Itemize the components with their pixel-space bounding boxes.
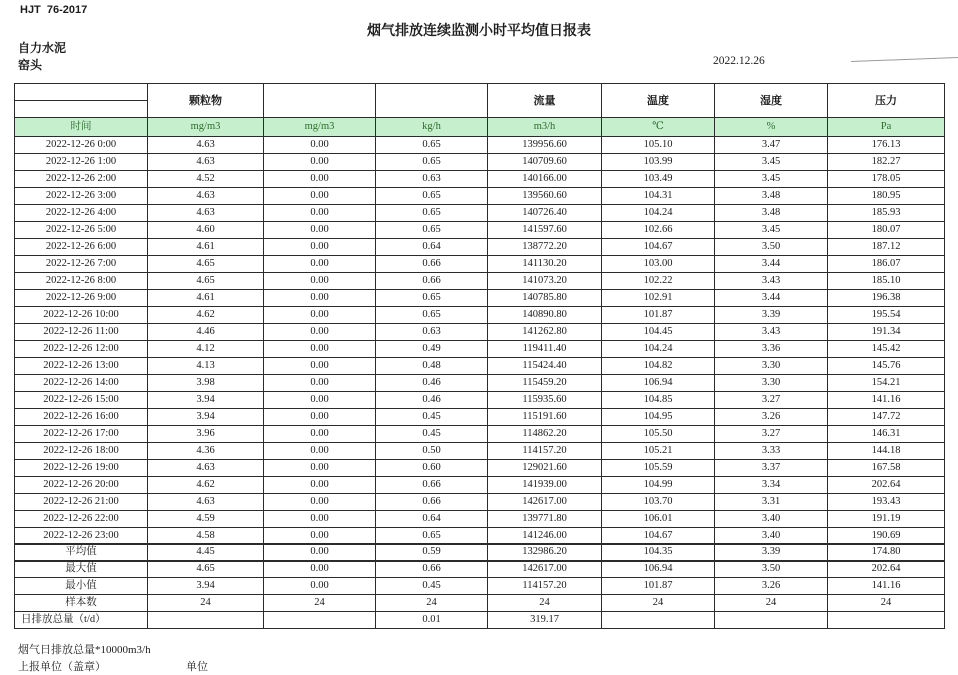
value-cell: 4.63 [148, 154, 264, 171]
value-cell: 0.00 [264, 511, 376, 528]
summary-value-cell: 0.45 [376, 578, 488, 595]
value-cell: 4.65 [148, 273, 264, 290]
value-cell: 3.43 [715, 324, 828, 341]
value-cell: 106.01 [602, 511, 715, 528]
units-row [15, 118, 945, 137]
value-cell: 105.10 [602, 137, 715, 154]
time-cell: 2022-12-26 15:00 [15, 392, 148, 409]
unit-m3-h: m3/h [488, 118, 602, 137]
value-cell: 138772.20 [488, 239, 602, 256]
value-cell: 0.00 [264, 256, 376, 273]
value-cell: 4.59 [148, 511, 264, 528]
value-cell: 3.36 [715, 341, 828, 358]
value-cell: 195.54 [828, 307, 945, 324]
value-cell: 3.47 [715, 137, 828, 154]
value-cell: 0.00 [264, 358, 376, 375]
value-cell: 3.27 [715, 392, 828, 409]
value-cell: 146.31 [828, 426, 945, 443]
value-cell: 4.62 [148, 307, 264, 324]
summary-value-cell: 141.16 [828, 578, 945, 595]
value-cell: 0.00 [264, 477, 376, 494]
value-cell: 0.00 [264, 409, 376, 426]
value-cell: 101.87 [602, 307, 715, 324]
time-cell: 2022-12-26 2:00 [15, 171, 148, 188]
value-cell: 3.98 [148, 375, 264, 392]
table-row [15, 222, 945, 239]
value-cell: 4.63 [148, 137, 264, 154]
col-header-humidity: 湿度 [715, 84, 828, 118]
value-cell: 139560.60 [488, 188, 602, 205]
value-cell: 154.21 [828, 375, 945, 392]
value-cell: 191.19 [828, 511, 945, 528]
summary-value-cell: 0.01 [376, 612, 488, 629]
table-row [15, 460, 945, 477]
time-cell: 2022-12-26 20:00 [15, 477, 148, 494]
value-cell: 0.00 [264, 171, 376, 188]
value-cell: 0.00 [264, 137, 376, 154]
value-cell: 178.05 [828, 171, 945, 188]
value-cell: 119411.40 [488, 341, 602, 358]
value-cell: 139956.60 [488, 137, 602, 154]
value-cell: 103.99 [602, 154, 715, 171]
unit-celsius: ℃ [602, 118, 715, 137]
value-cell: 141939.00 [488, 477, 602, 494]
time-cell: 2022-12-26 12:00 [15, 341, 148, 358]
time-cell: 2022-12-26 1:00 [15, 154, 148, 171]
value-cell: 104.67 [602, 239, 715, 256]
value-cell: 104.45 [602, 324, 715, 341]
value-cell: 0.64 [376, 511, 488, 528]
summary-row [15, 595, 945, 612]
value-cell: 0.00 [264, 222, 376, 239]
table-row [15, 392, 945, 409]
summary-value-cell: 106.94 [602, 561, 715, 578]
value-cell: 104.24 [602, 205, 715, 222]
value-cell: 3.31 [715, 494, 828, 511]
value-cell: 4.65 [148, 256, 264, 273]
value-cell: 0.65 [376, 154, 488, 171]
summary-value-cell: 0.00 [264, 561, 376, 578]
value-cell: 0.00 [264, 273, 376, 290]
unit-pa: Pa [828, 118, 945, 137]
value-cell: 0.64 [376, 239, 488, 256]
unit-percent: % [715, 118, 828, 137]
value-cell: 4.52 [148, 171, 264, 188]
value-cell: 3.37 [715, 460, 828, 477]
value-cell: 4.12 [148, 341, 264, 358]
table-row [15, 358, 945, 375]
table-row [15, 409, 945, 426]
standard-code: HJT 76-2017 [20, 4, 88, 16]
value-cell: 3.43 [715, 273, 828, 290]
col-header-particulate: 颗粒物 [148, 84, 264, 118]
value-cell: 141246.00 [488, 528, 602, 545]
reporting-unit-label: 上报单位（盖章） [18, 661, 106, 673]
value-cell: 104.67 [602, 528, 715, 545]
value-cell: 141262.80 [488, 324, 602, 341]
summary-value-cell: 3.94 [148, 578, 264, 595]
report-date: 2022.12.26 [713, 55, 765, 67]
value-cell: 0.65 [376, 307, 488, 324]
value-cell: 0.65 [376, 528, 488, 545]
value-cell: 4.58 [148, 528, 264, 545]
value-cell: 202.64 [828, 477, 945, 494]
value-cell: 3.45 [715, 154, 828, 171]
time-cell: 2022-12-26 13:00 [15, 358, 148, 375]
time-cell: 2022-12-26 21:00 [15, 494, 148, 511]
value-cell: 0.46 [376, 375, 488, 392]
value-cell: 104.85 [602, 392, 715, 409]
value-cell: 3.27 [715, 426, 828, 443]
value-cell: 3.94 [148, 409, 264, 426]
value-cell: 142617.00 [488, 494, 602, 511]
summary-value-cell: 24 [715, 595, 828, 612]
value-cell: 0.63 [376, 324, 488, 341]
value-cell: 141.16 [828, 392, 945, 409]
col-header-blank-2 [376, 84, 488, 118]
table-row [15, 137, 945, 154]
col-header-pressure: 压力 [828, 84, 945, 118]
value-cell: 140785.80 [488, 290, 602, 307]
summary-value-cell [264, 612, 376, 629]
value-cell: 3.45 [715, 171, 828, 188]
time-cell: 2022-12-26 4:00 [15, 205, 148, 222]
summary-value-cell: 4.65 [148, 561, 264, 578]
time-header-blank-top [15, 84, 148, 101]
table-row [15, 273, 945, 290]
value-cell: 0.66 [376, 256, 488, 273]
time-cell: 2022-12-26 10:00 [15, 307, 148, 324]
table-row [15, 188, 945, 205]
value-cell: 0.00 [264, 307, 376, 324]
table-row [15, 171, 945, 188]
summary-value-cell: 24 [488, 595, 602, 612]
value-cell: 115459.20 [488, 375, 602, 392]
summary-value-cell: 3.50 [715, 561, 828, 578]
value-cell: 0.00 [264, 205, 376, 222]
value-cell: 114157.20 [488, 443, 602, 460]
summary-label: 样本数 [15, 595, 148, 612]
table-row [15, 426, 945, 443]
unit-mg-m3-2: mg/m3 [264, 118, 376, 137]
table-row [15, 290, 945, 307]
value-cell: 3.30 [715, 375, 828, 392]
summary-rows [15, 544, 945, 629]
value-cell: 0.00 [264, 324, 376, 341]
summary-value-cell: 142617.00 [488, 561, 602, 578]
table-row [15, 154, 945, 171]
value-cell: 0.00 [264, 341, 376, 358]
value-cell: 182.27 [828, 154, 945, 171]
time-cell: 2022-12-26 14:00 [15, 375, 148, 392]
value-cell: 0.63 [376, 171, 488, 188]
col-header-blank-1 [264, 84, 376, 118]
unit-kg-h: kg/h [376, 118, 488, 137]
value-cell: 141073.20 [488, 273, 602, 290]
value-cell: 4.63 [148, 188, 264, 205]
summary-label: 最小值 [15, 578, 148, 595]
time-cell: 2022-12-26 9:00 [15, 290, 148, 307]
group-header-row [15, 84, 945, 101]
value-cell: 139771.80 [488, 511, 602, 528]
value-cell: 3.44 [715, 256, 828, 273]
value-cell: 3.40 [715, 511, 828, 528]
value-cell: 3.33 [715, 443, 828, 460]
time-cell: 2022-12-26 16:00 [15, 409, 148, 426]
table-row [15, 528, 945, 545]
value-cell: 0.49 [376, 341, 488, 358]
value-cell: 180.95 [828, 188, 945, 205]
time-cell: 2022-12-26 8:00 [15, 273, 148, 290]
table-row [15, 494, 945, 511]
data-rows [15, 137, 945, 562]
time-cell: 2022-12-26 3:00 [15, 188, 148, 205]
value-cell: 147.72 [828, 409, 945, 426]
value-cell: 3.48 [715, 188, 828, 205]
value-cell: 4.63 [148, 494, 264, 511]
summary-row [15, 578, 945, 595]
value-cell: 3.44 [715, 290, 828, 307]
table-row [15, 256, 945, 273]
table-row [15, 511, 945, 528]
summary-value-cell: 24 [602, 595, 715, 612]
time-cell: 2022-12-26 19:00 [15, 460, 148, 477]
table-row [15, 477, 945, 494]
summary-value-cell [715, 612, 828, 629]
value-cell: 0.00 [264, 426, 376, 443]
company-name: 自力水泥 [18, 41, 67, 55]
value-cell: 180.07 [828, 222, 945, 239]
summary-value-cell: 101.87 [602, 578, 715, 595]
time-cell: 2022-12-26 23:00 [15, 528, 148, 545]
table-row [15, 307, 945, 324]
time-cell: 2022-12-26 7:00 [15, 256, 148, 273]
value-cell: 4.61 [148, 290, 264, 307]
value-cell: 0.45 [376, 409, 488, 426]
summary-value-cell: 104.35 [602, 544, 715, 561]
time-header-blank-bottom [15, 101, 148, 118]
table-row [15, 375, 945, 392]
value-cell: 115935.60 [488, 392, 602, 409]
value-cell: 102.91 [602, 290, 715, 307]
value-cell: 0.00 [264, 528, 376, 545]
value-cell: 167.58 [828, 460, 945, 477]
summary-label: 日排放总量（t/d） [15, 612, 148, 629]
time-cell: 2022-12-26 17:00 [15, 426, 148, 443]
summary-value-cell: 3.39 [715, 544, 828, 561]
value-cell: 190.69 [828, 528, 945, 545]
value-cell: 3.94 [148, 392, 264, 409]
value-cell: 115191.60 [488, 409, 602, 426]
value-cell: 185.93 [828, 205, 945, 222]
col-header-flow: 流量 [488, 84, 602, 118]
summary-value-cell: 319.17 [488, 612, 602, 629]
table-row [15, 239, 945, 256]
value-cell: 3.48 [715, 205, 828, 222]
value-cell: 3.96 [148, 426, 264, 443]
value-cell: 104.95 [602, 409, 715, 426]
time-cell: 2022-12-26 22:00 [15, 511, 148, 528]
value-cell: 185.10 [828, 273, 945, 290]
time-cell: 2022-12-26 5:00 [15, 222, 148, 239]
summary-value-cell: 114157.20 [488, 578, 602, 595]
summary-value-cell: 202.64 [828, 561, 945, 578]
value-cell: 129021.60 [488, 460, 602, 477]
table-row [15, 341, 945, 358]
summary-value-cell: 0.00 [264, 544, 376, 561]
summary-value-cell: 24 [376, 595, 488, 612]
value-cell: 4.36 [148, 443, 264, 460]
monitoring-point: 窑头 [18, 58, 43, 72]
summary-value-cell: 174.80 [828, 544, 945, 561]
value-cell: 187.12 [828, 239, 945, 256]
value-cell: 114862.20 [488, 426, 602, 443]
value-cell: 104.31 [602, 188, 715, 205]
unit-label: 单位 [186, 661, 208, 673]
value-cell: 104.24 [602, 341, 715, 358]
value-cell: 115424.40 [488, 358, 602, 375]
value-cell: 186.07 [828, 256, 945, 273]
value-cell: 0.66 [376, 494, 488, 511]
value-cell: 3.45 [715, 222, 828, 239]
table-row [15, 324, 945, 341]
summary-value-cell: 4.45 [148, 544, 264, 561]
value-cell: 4.62 [148, 477, 264, 494]
value-cell: 0.65 [376, 205, 488, 222]
value-cell: 103.49 [602, 171, 715, 188]
value-cell: 3.50 [715, 239, 828, 256]
value-cell: 0.00 [264, 154, 376, 171]
value-cell: 0.65 [376, 188, 488, 205]
value-cell: 106.94 [602, 375, 715, 392]
value-cell: 0.46 [376, 392, 488, 409]
value-cell: 0.00 [264, 239, 376, 256]
summary-value-cell [602, 612, 715, 629]
value-cell: 140166.00 [488, 171, 602, 188]
value-cell: 3.26 [715, 409, 828, 426]
table-row [15, 205, 945, 222]
value-cell: 102.22 [602, 273, 715, 290]
page-title: 烟气排放连续监测小时平均值日报表 [367, 22, 591, 38]
value-cell: 145.76 [828, 358, 945, 375]
total-emission-note: 烟气日排放总量*10000m3/h [18, 644, 151, 656]
value-cell: 105.50 [602, 426, 715, 443]
value-cell: 105.59 [602, 460, 715, 477]
value-cell: 0.00 [264, 494, 376, 511]
summary-value-cell: 0.00 [264, 578, 376, 595]
summary-value-cell [148, 612, 264, 629]
value-cell: 3.39 [715, 307, 828, 324]
value-cell: 4.60 [148, 222, 264, 239]
value-cell: 103.70 [602, 494, 715, 511]
time-cell: 2022-12-26 11:00 [15, 324, 148, 341]
value-cell: 3.34 [715, 477, 828, 494]
value-cell: 4.46 [148, 324, 264, 341]
value-cell: 104.82 [602, 358, 715, 375]
value-cell: 3.40 [715, 528, 828, 545]
value-cell: 0.65 [376, 137, 488, 154]
value-cell: 196.38 [828, 290, 945, 307]
time-cell: 2022-12-26 18:00 [15, 443, 148, 460]
value-cell: 0.66 [376, 477, 488, 494]
summary-value-cell: 0.59 [376, 544, 488, 561]
value-cell: 0.65 [376, 290, 488, 307]
value-cell: 141130.20 [488, 256, 602, 273]
value-cell: 141597.60 [488, 222, 602, 239]
value-cell: 0.00 [264, 375, 376, 392]
summary-row [15, 612, 945, 629]
value-cell: 0.60 [376, 460, 488, 477]
time-label: 时间 [15, 118, 148, 137]
value-cell: 0.66 [376, 273, 488, 290]
time-cell: 2022-12-26 6:00 [15, 239, 148, 256]
value-cell: 0.48 [376, 358, 488, 375]
summary-label: 平均值 [15, 544, 148, 561]
scan-artifact-line [851, 57, 958, 62]
value-cell: 0.00 [264, 460, 376, 477]
value-cell: 0.00 [264, 290, 376, 307]
summary-value-cell: 132986.20 [488, 544, 602, 561]
summary-row [15, 544, 945, 561]
summary-value-cell: 0.66 [376, 561, 488, 578]
time-cell: 2022-12-26 0:00 [15, 137, 148, 154]
value-cell: 0.00 [264, 392, 376, 409]
value-cell: 0.45 [376, 426, 488, 443]
value-cell: 0.65 [376, 222, 488, 239]
value-cell: 105.21 [602, 443, 715, 460]
value-cell: 0.50 [376, 443, 488, 460]
unit-mg-m3-1: mg/m3 [148, 118, 264, 137]
value-cell: 193.43 [828, 494, 945, 511]
summary-value-cell: 24 [148, 595, 264, 612]
value-cell: 103.00 [602, 256, 715, 273]
table-row [15, 443, 945, 460]
value-cell: 4.61 [148, 239, 264, 256]
summary-value-cell: 3.26 [715, 578, 828, 595]
value-cell: 0.00 [264, 443, 376, 460]
value-cell: 4.63 [148, 460, 264, 477]
summary-table [14, 543, 945, 629]
value-cell: 144.18 [828, 443, 945, 460]
value-cell: 140709.60 [488, 154, 602, 171]
summary-label: 最大值 [15, 561, 148, 578]
value-cell: 4.13 [148, 358, 264, 375]
summary-value-cell: 24 [828, 595, 945, 612]
value-cell: 102.66 [602, 222, 715, 239]
value-cell: 104.99 [602, 477, 715, 494]
value-cell: 140726.40 [488, 205, 602, 222]
value-cell: 0.00 [264, 188, 376, 205]
value-cell: 191.34 [828, 324, 945, 341]
summary-value-cell: 24 [264, 595, 376, 612]
value-cell: 4.63 [148, 205, 264, 222]
value-cell: 3.30 [715, 358, 828, 375]
summary-row [15, 561, 945, 578]
summary-value-cell [828, 612, 945, 629]
value-cell: 145.42 [828, 341, 945, 358]
monitoring-table [14, 83, 945, 562]
col-header-temperature: 温度 [602, 84, 715, 118]
value-cell: 140890.80 [488, 307, 602, 324]
value-cell: 176.13 [828, 137, 945, 154]
